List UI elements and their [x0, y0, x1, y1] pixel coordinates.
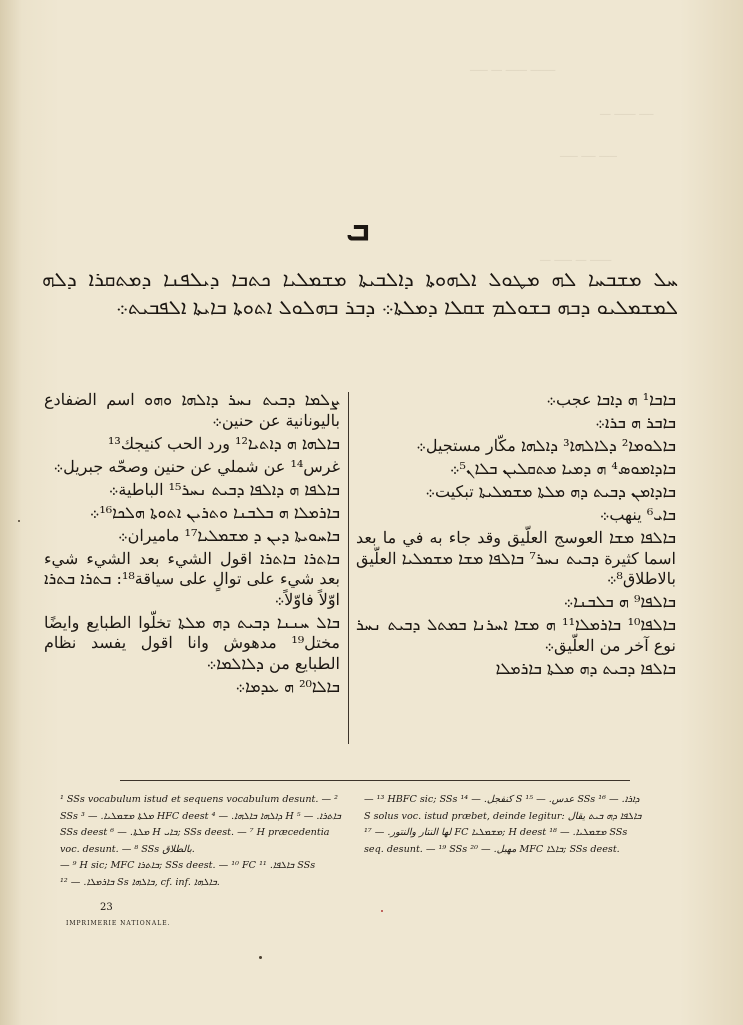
ink-speck [381, 910, 383, 912]
footnotes-left [60, 792, 346, 892]
entry: ܒܐܠܦܐ ܕܒܝܬ ܕܗ ܡܠܬܐ ܒܐܪܡܠܐ [495, 658, 676, 678]
bleed-through-text: ــــــ ـــ ـــــ ـــ [540, 250, 612, 264]
entry: ܨܠܡܐ ܕܒܝܬ ܢܚܪ ܕܐܠܗܐ ܘܗܘ اسم الضفادع باليونانية عن حنين܀ [44, 390, 340, 430]
bleed-through-text: ـــــــ ــــــ ـــ ـــــ [470, 60, 556, 74]
ink-speck [259, 956, 262, 959]
entry: ܒܐܠܗܐ ܗ ܕܐܬܝܐ¹² ورد الحب كنيجك¹³ [107, 433, 340, 453]
entry: ܒܐܕܐܡܢ ܕܒܝܬ ܕܗ ܡܠܬܐ ܡܫܡܠܝܬܐ تبكيت܀ [425, 482, 676, 501]
entry: غرس¹⁴ عن شملي عن حنين وصحّه جبريل܀ [53, 456, 340, 476]
right-column [356, 390, 676, 682]
entry: ܒܐܚܘܝܬܐ ܕܝܢ ܕ ܡܫܡܠܝܐ¹⁷ ماميران܀ [117, 525, 340, 545]
footnote-block: — ⁹ H sic; MFC ܒܐܬܪܐ; SSs deest. — ¹⁰ FC ܒܐܠܦܐ. ¹¹ SSs ܒܐܪܡܠܐ. — ¹² Ss ܒܐܠܗܐ, cf. inf. ܒܐܠܗܐ. [60, 860, 316, 888]
entry: ܒܐܠܘܡܐ² ܕܠܐܠܗܐ³ ܕܐܠܗܐ مكّار مستجيل܀ [416, 436, 676, 455]
entry: ܒܐܠ ܚܢܢܐ ܕܒܝܬ ܕܗ ܡܠܬܐ تخلّوا الطبايع وايضًا مختل¹⁹ مدهوش وانا اقول يفسد نظام الطبايع من ܕܠܐܠܡܐ܀ [44, 612, 340, 673]
footnote-block: ¹ SSs vocabulum istud et sequens vocabulum desunt. — ² SSs ܡܠܬܐ ܡܫܡܠܝܐ. — ³ HFC deest ܕܐܠܗܐ ܒܐܠܗܐ. — ⁴ H ܒܐܬܪܐ. — ⁵ SSs deest ܡܠܬܐ. — ⁶ H ܒܐܝ; SSs deest. — ⁷ H præcedentia voc. desunt. — ⁸ SSs بالطلاق. [60, 794, 341, 855]
ink-speck [18, 520, 20, 522]
bleed-through-text: ـــــ ــــ ـــــ [560, 146, 617, 160]
footnotes-right [364, 792, 648, 858]
entry: ܒܐܠܦܐ ܡܫܐ العوسج العلّيق وقد جاء به في ما بعد اسما كثيرة ܕܒܝܬ ܢܚܪ⁷ ܒܐܠܦܐ ܡܫܐ ܡܫܡܠܝܐ العلّيق بالاطلاق⁸܀ [356, 528, 676, 588]
entry: ܒܐܒܐ¹ ܗ ܕܐܒܐ عجب܀ [546, 390, 676, 409]
section-letter: ܒ [346, 209, 370, 249]
bleed-through-text: ــــ ــــــ ـــ [600, 104, 654, 118]
entry: ܒܐܬܪܐ ܒܐܬܪܐ اقول الشيء بعد الشيء شيء بعد شيء على توالٍ على سياقة¹⁸: ܒܬܪܐ ܒܬܪܐ اوّلاً فاوّلاً܀ [44, 548, 340, 609]
entry: ܒܐܝ⁶ ينهب܀ [599, 505, 676, 524]
entry: ܒܐܠܦܐ¹⁰ ܒܐܪܡܠܐ¹¹ ܗ ܡܫܐ ܐܚܪܢܐ ܒܡܬܠ ܕܒܝܬ ܢܚܪ نوع آخر من العلّيق܀ [356, 615, 676, 655]
entry: ܒܐܒܪ ܗ ܒܪܐ܀ [595, 413, 676, 432]
entry: ܒܐܕܐܡܘܣ⁴ ܗ ܕܡܝܐ ܡܬܩܠܝܢ ܒܠܐܢ⁵܀ [449, 459, 676, 478]
entry: ܒܐܪܡܠܐ ܗ ܒܠܒܢܐ ܘܬܪܝܢ ܐܬܘܬܐ ܗܠܟܐ¹⁶܀ [89, 502, 340, 522]
entry: ܒܐܠܦܐ ܗ ܕܐܠܦܐ ܕܒܝܬ ܢܚܪ¹⁵ الباطية܀ [108, 479, 340, 499]
column-divider [348, 392, 349, 744]
entry: ܒܐܠܐ²⁰ ܗ ܥܕܡܐ܀ [235, 676, 340, 696]
signature-mark: 23 [100, 902, 113, 913]
entry: ܒܐܠܦܐ⁹ ܗ ܒܠܒܢܐ܀ [563, 592, 676, 611]
footnote-divider [120, 780, 630, 781]
left-column [44, 390, 340, 700]
imprint-line: IMPRIMERIE NATIONALE. [66, 920, 171, 927]
intro-paragraph: ܚܠ ܡܫܒܚܐ ܠܗ ܡܛܘܠ ܐܠܗܘܬܐ ܕܐܠܒܝܬܐ ܡܫܡܠܝܐ ܟܬܒܐ ܕܝܠܦܢܐ ܕܡܬܩܪܐ ܕܠܗ ܠܡܫܡܠܝܘ ܕܒܗ ܒܫܘܠܡ ܫܩܠܐ ܕܡܠܬܐ܀ ܕܒܪ ܒܗܠܘܠ ܐܬܘܬܐ ܒܐܝܬܐ ܐܠܦܒܝܬ܀ [42, 267, 678, 319]
footnote-block: — ¹³ HBFC sic; SSs كنفجل. — ¹⁴ S عدس. — ¹⁵ SSs ܕܐܪܐ. — ¹⁶ S solus voc. istud præbet, deinde legitur: ܒܐܠܦܐ ܕܗ ܒܝܬ يقال لها النتار والنتور. — ¹⁷ FC ܡܫܡܠܝܐ; H deest ܡܫܡܠܝܐ. — ¹⁸ SSs seq. desunt. — ¹⁹ SSs مهبل. — ²⁰ MFC ܒܐܠܐ; SSs deest. [364, 794, 642, 855]
